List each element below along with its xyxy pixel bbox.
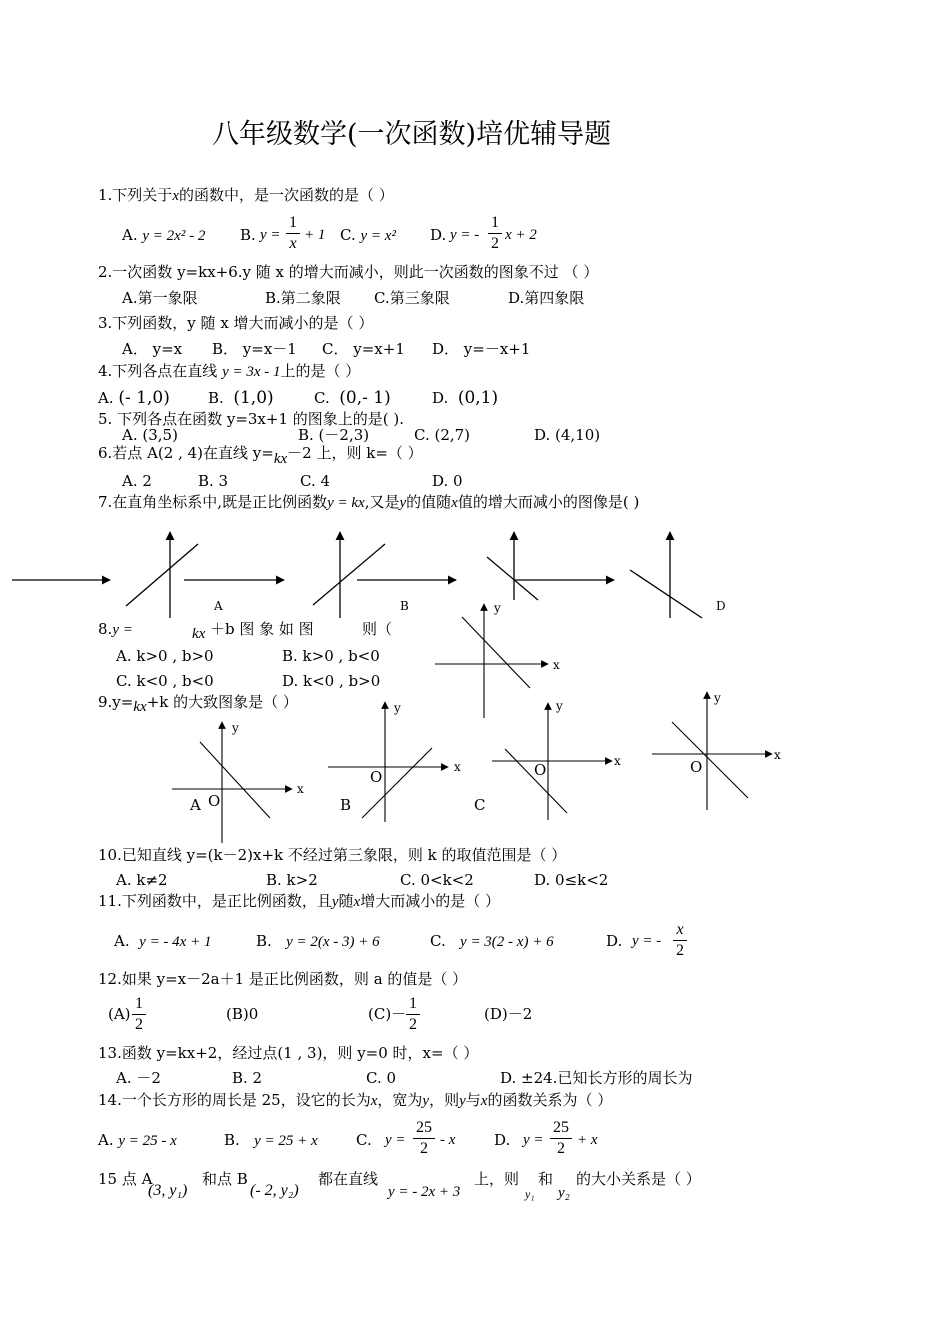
q7-graph-a	[12, 532, 198, 618]
q2-option-b: B.第二象限	[265, 289, 341, 307]
q14-option-c-pre: y =	[385, 1132, 406, 1148]
q6-option-a: A. 2	[122, 472, 152, 490]
q9-label-b: B	[340, 796, 352, 814]
q3-option-b: B． y=x－1	[212, 340, 297, 358]
q1-option-d-fraction: 1 2	[488, 215, 502, 252]
q13-option-b: B. 2	[232, 1069, 263, 1087]
q6-option-b: B. 3	[198, 472, 229, 490]
q1-option-c: C. y = x²	[340, 226, 396, 244]
q15-stem-post: 的大小关系是（ ）	[576, 1170, 701, 1188]
q15-point-a: (3, y₁)	[148, 1182, 188, 1199]
q4-option-c: C. (0,- 1)	[314, 388, 391, 408]
q8-axis-y-label: y	[494, 601, 501, 615]
q9-graph-d	[652, 692, 772, 810]
q4-option-d: D. (0,1)	[432, 388, 499, 408]
q7-graph-d	[514, 532, 702, 618]
q10-option-a: A. k≠2	[116, 871, 168, 889]
q12-stem: 12.如果 y=x－2a＋1 是正比例函数，则 a 的值是（ ）	[98, 970, 468, 988]
q9-b-axis-y-label: y	[394, 701, 401, 715]
q4-option-b: B. (1,0)	[208, 388, 274, 408]
q14-stem: 14.一个长方形的周长是 25，设它的长为x，宽为y，则y与x的函数关系为（ ）	[98, 1091, 613, 1109]
q15-stem-mid: 和点 B	[202, 1170, 248, 1188]
q10-option-d: D. 0≤k<2	[534, 871, 609, 889]
q9-a-origin: O	[208, 792, 221, 810]
q2-option-a: A.第一象限	[122, 289, 198, 307]
q1-option-b-fraction: 1 x	[286, 215, 300, 252]
q2-stem: 2.一次函数 y=kx+6.y 随 x 的增大而减小，则此一次函数的图象不过 （ ）	[98, 263, 599, 281]
q12-option-c-fraction: 1 2	[406, 996, 420, 1033]
q9-d-line	[672, 722, 748, 798]
q13-option-d: D. ±24.已知长方形的周长为	[500, 1069, 693, 1087]
q14-option-c-fraction: 25 2	[413, 1120, 435, 1157]
q9-c-line	[505, 749, 567, 813]
q11-option-a: A. y = - 4x + 1	[114, 932, 212, 950]
q14-option-d-post: + x	[577, 1132, 598, 1148]
q11-stem: 11.下列函数中，是正比例函数，且y随x增大而减小的是（ ）	[98, 892, 500, 910]
q4-option-a: A. (- 1,0)	[98, 388, 170, 408]
q7-stem: 7.在直角坐标系中,既是正比例函数y = kx,又是y的值随x值的增大而减小的图像是( )	[98, 493, 640, 511]
q15-y2: y₂	[558, 1185, 570, 1201]
q10-option-b: B. k>2	[266, 871, 318, 889]
q6-option-c: C. 4	[300, 472, 331, 490]
q12-option-c-label: (C)－	[368, 1005, 407, 1023]
q12-option-b: (B)0	[226, 1005, 259, 1023]
q14-option-d-pre: y =	[523, 1132, 544, 1148]
q7-label-d: D	[716, 599, 726, 613]
q8-line	[462, 617, 530, 688]
q8-option-d: D. k<0 , b>0	[282, 672, 381, 690]
q8-stem-pre: 8.y =	[98, 620, 133, 638]
q1-option-b-pre: y =	[260, 227, 281, 243]
q5-option-a: A. (3,5)	[122, 426, 178, 444]
q7-graph-c	[357, 532, 538, 600]
q15-stem-mid3: 上，则	[474, 1170, 520, 1188]
q9-b-axis-x-label: x	[454, 760, 461, 774]
q8-option-a: A. k>0 , b>0	[116, 647, 214, 665]
q13-option-a: A. －2	[116, 1069, 161, 1087]
q12-option-d: (D)－2	[484, 1005, 533, 1023]
q11-option-d-label: D.	[606, 932, 623, 950]
q12-option-a-label: (A)	[108, 1005, 131, 1023]
q11-option-b: B. y = 2(x - 3) + 6	[256, 932, 380, 950]
q6-stem: 6.若点 A(2 , 4)在直线 y=kx－2 上，则 k=（ ）	[98, 444, 423, 467]
q2-option-c: C.第三象限	[374, 289, 450, 307]
q1-option-a: A. y = 2x² - 2	[122, 226, 206, 244]
q9-label-a: A	[190, 796, 201, 814]
q7-b-line	[313, 544, 385, 605]
q14-option-b: B. y = 25 + x	[224, 1131, 318, 1149]
q8-stem-tail: 则（	[362, 620, 393, 638]
q3-stem: 3.下列函数，y 随 x 增大而减小的是（ ）	[98, 314, 374, 332]
q3-option-c: C． y=x+1	[322, 340, 405, 358]
q15-y1: y₁	[525, 1187, 535, 1201]
q8-stem-var: kx	[192, 626, 206, 642]
q15-stem-mid2: 都在直线	[318, 1170, 379, 1188]
q9-graph-a	[172, 722, 292, 843]
q15-and: 和	[538, 1170, 554, 1188]
q6-option-d: D. 0	[432, 472, 463, 490]
q8-option-b: B. k>0 , b<0	[282, 647, 380, 665]
page-title: 八年级数学(一次函数)培优辅导题	[212, 119, 612, 150]
q9-d-axis-x-label: x	[774, 748, 781, 762]
q10-stem: 10.已知直线 y=(k－2)x+k 不经过第三象限，则 k 的取值范围是（ ）	[98, 846, 567, 864]
q14-option-d-fraction: 25 2	[550, 1120, 572, 1157]
q9-c-axis-y-label: y	[556, 699, 563, 713]
q8-axis-x-label: x	[553, 658, 560, 672]
q10-option-c: C. 0<k<2	[400, 871, 474, 889]
q3-option-d: D． y=－x+1	[432, 340, 531, 358]
q5-stem: 5. 下列各点在函数 y=3x+1 的图象上的是( ).	[98, 410, 405, 428]
q5-option-d: D. (4,10)	[534, 426, 601, 444]
q9-c-axis-x-label: x	[614, 754, 621, 768]
q9-c-origin: O	[534, 761, 547, 779]
q8-graph	[435, 601, 548, 718]
q14-option-d-label: D.	[494, 1131, 511, 1149]
q11-option-c: C. y = 3(2 - x) + 6	[430, 932, 554, 950]
q1-option-b-post: + 1	[304, 227, 326, 243]
q11-option-d-fraction: x 2	[673, 922, 687, 959]
q13-option-c: C. 0	[366, 1069, 397, 1087]
q5-option-b: B. (－2,3)	[298, 426, 370, 444]
q15-point-b: (- 2, y₂)	[250, 1182, 299, 1199]
q1-stem: 1.下列关于x的函数中，是一次函数的是（ ）	[98, 186, 394, 204]
q7-c-line	[487, 557, 538, 600]
q11-option-d-pre: y = -	[632, 933, 662, 949]
q7-label-a: A	[214, 599, 223, 613]
q7-a-line	[126, 544, 198, 606]
q1-option-b-label: B.	[240, 226, 256, 244]
q7-label-b: B	[400, 599, 409, 613]
q9-b-origin: O	[370, 768, 383, 786]
q9-label-c: C	[474, 796, 486, 814]
q14-option-a: A. y = 25 - x	[98, 1131, 177, 1149]
q2-option-d: D.第四象限	[508, 289, 585, 307]
q9-d-axis-y-label: y	[714, 691, 721, 705]
q1-option-d-label: D.	[430, 226, 447, 244]
q14-option-c-post: - x	[440, 1132, 456, 1148]
q9-stem: 9.y=kx+k 的大致图象是（ ）	[98, 693, 298, 715]
q4-stem: 4.下列各点在直线 y = 3x - 1上的是（ ）	[98, 362, 361, 380]
q7-d-line	[630, 570, 702, 618]
q9-a-axis-y-label: y	[232, 721, 239, 735]
q9-a-axis-x-label: x	[297, 782, 304, 796]
q8-option-c: C. k<0 , b<0	[116, 672, 214, 690]
q9-d-origin: O	[690, 758, 703, 776]
q3-option-a: A． y=x	[122, 340, 183, 358]
q9-graph-c	[492, 703, 612, 820]
q15-line-expr: y = - 2x + 3	[388, 1184, 461, 1200]
q15-stem-pre: 15 点 A	[98, 1170, 153, 1188]
q1-option-d-post: x + 2	[505, 227, 537, 243]
q12-option-a-fraction: 1 2	[132, 996, 146, 1033]
q13-stem: 13.函数 y=kx+2，经过点(1 , 3)，则 y=0 时，x=（ ）	[98, 1044, 479, 1062]
q14-option-c-label: C.	[356, 1131, 372, 1149]
q1-option-d-pre: y = -	[450, 227, 480, 243]
q5-option-c: C. (2,7)	[414, 426, 471, 444]
q8-stem-post: ＋b 图 象 如 图	[210, 620, 314, 638]
